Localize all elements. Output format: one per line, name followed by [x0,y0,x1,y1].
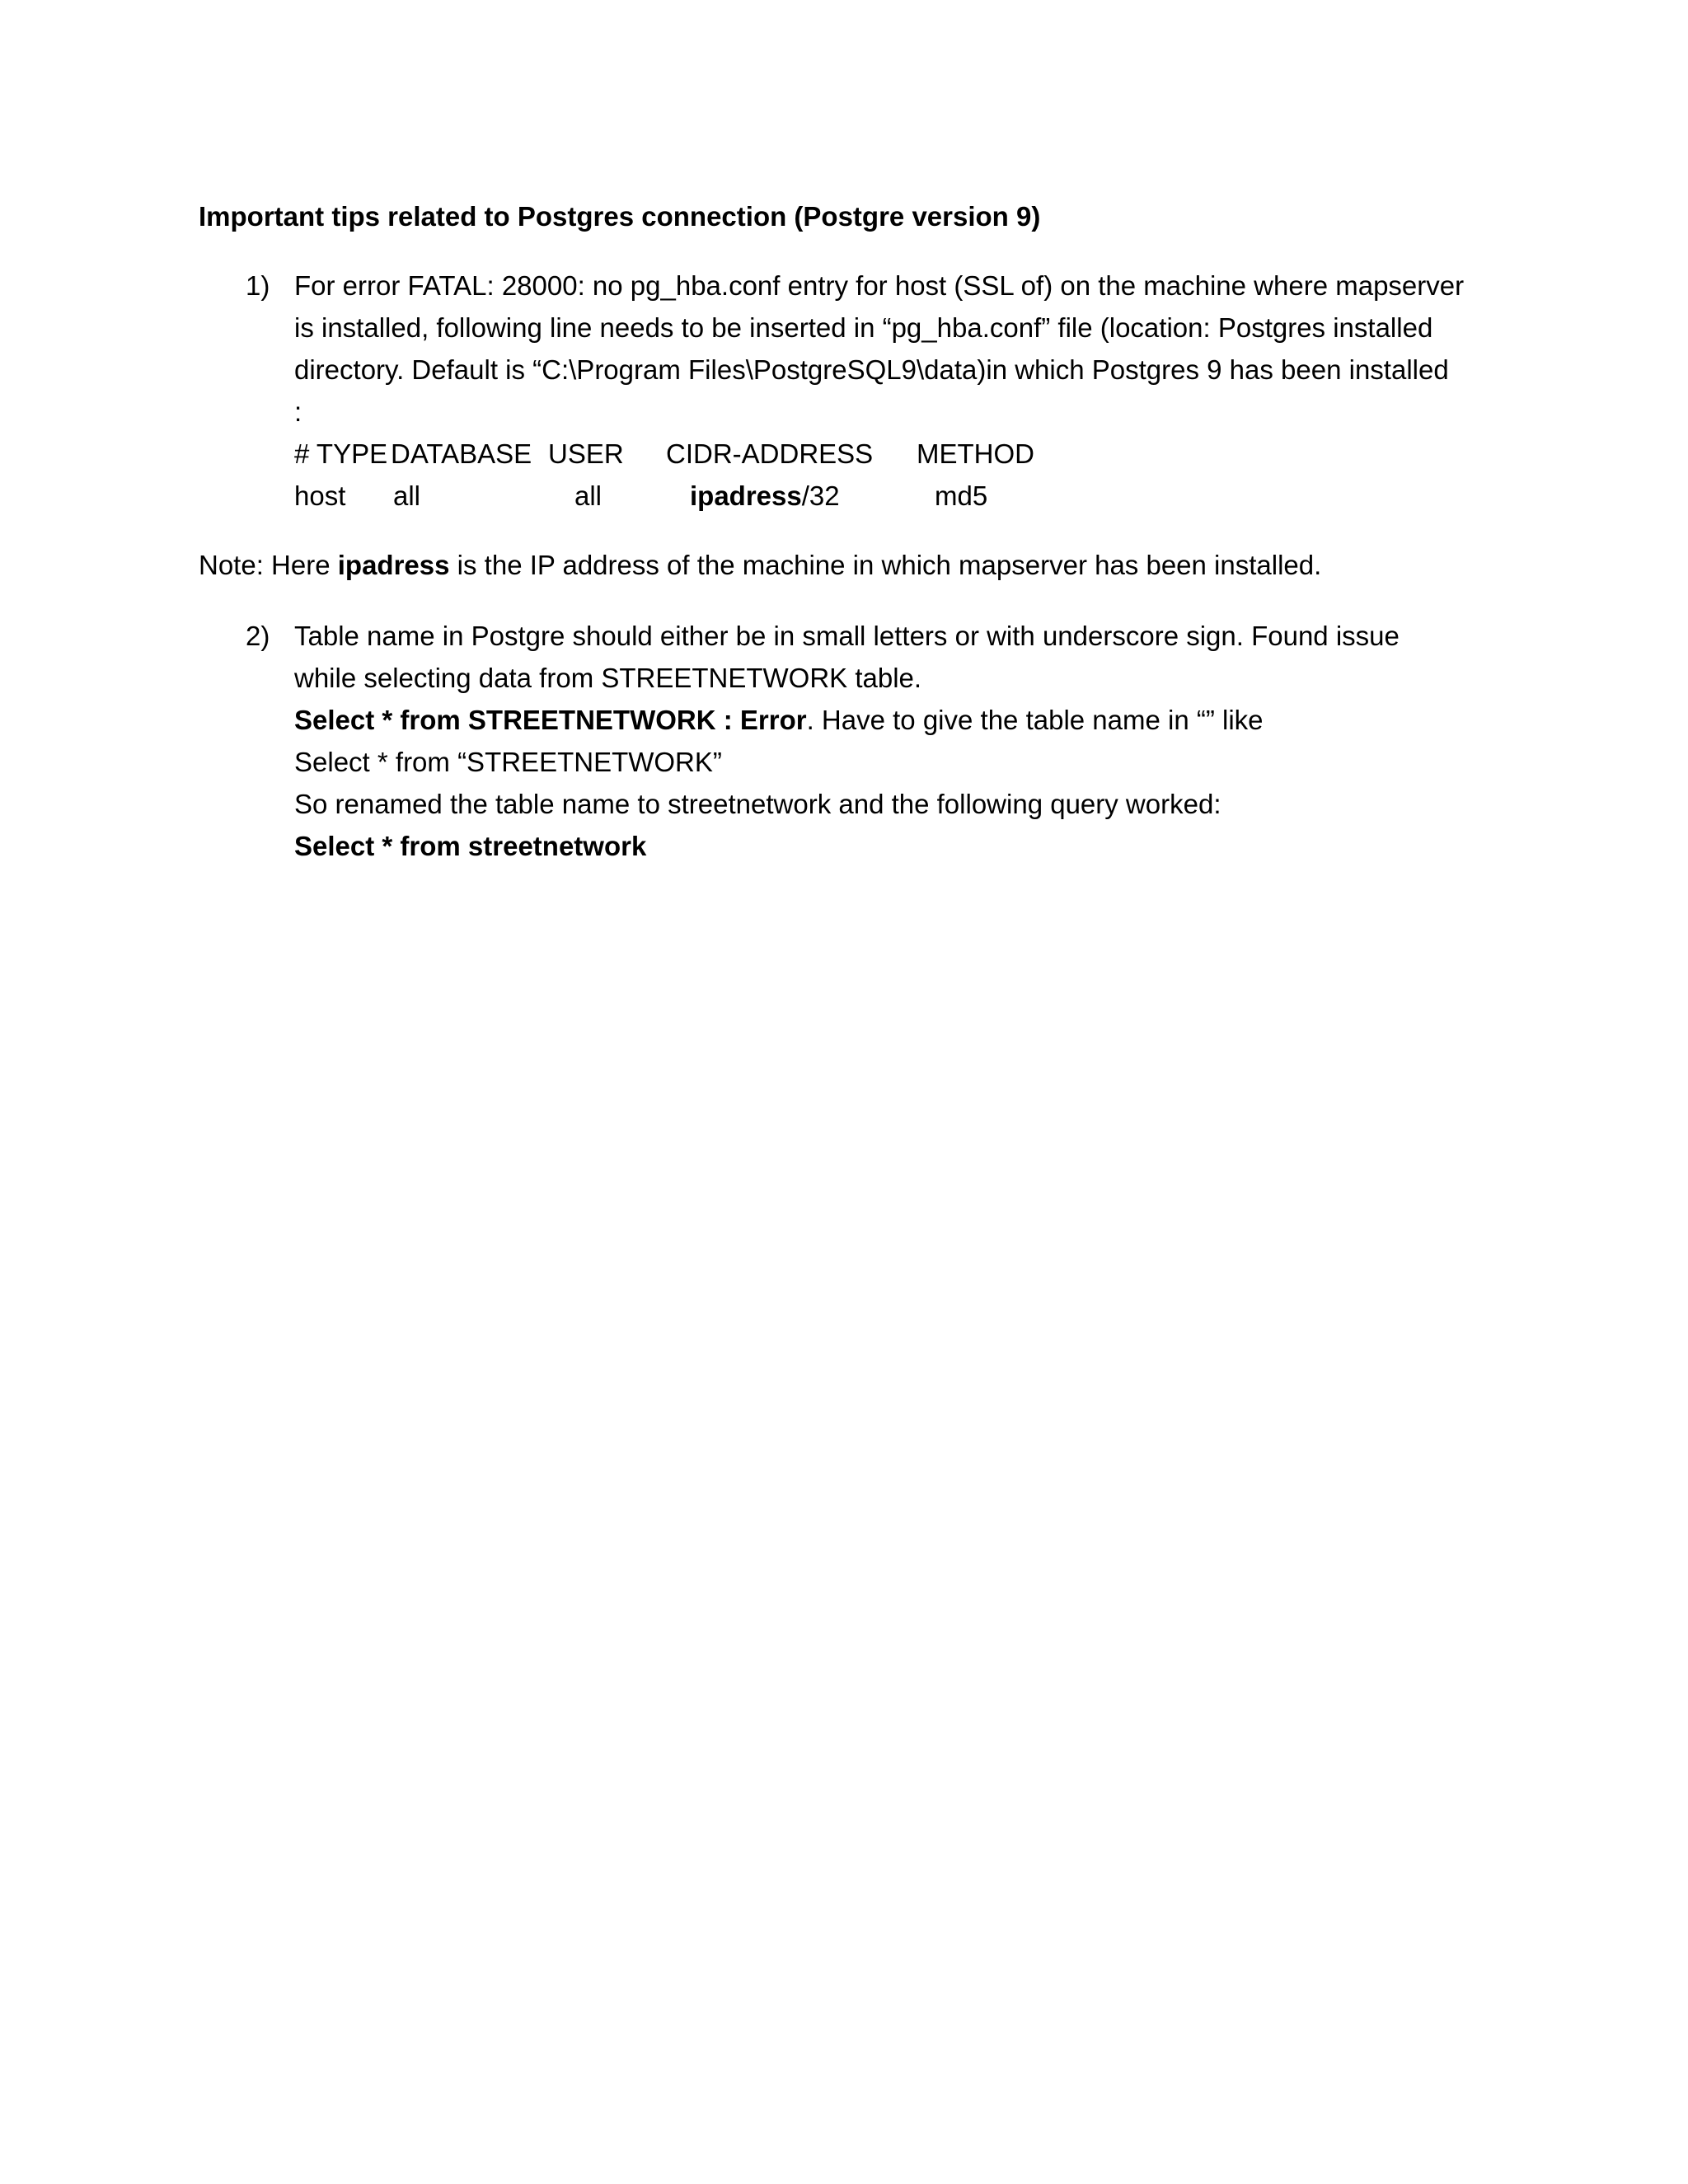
tip2-error-query: Select * from STREETNETWORK : Error [294,705,807,735]
tip2-line-3 [294,704,1264,737]
config-row-cidr [690,480,840,513]
config-row-database: all [393,480,421,511]
tip2-line-4: Select * from “STREETNETWORK” [294,747,722,777]
config-row-type: host [294,480,346,511]
note-prefix: Note: Here [199,550,338,580]
tip2-line-1: Table name in Postgre should either be in small letters or with underscore sign. Found issue [294,621,1400,651]
tip1-number: 1) [246,270,270,301]
note-suffix: is the IP address of the machine in which mapserver has been installed. [449,550,1322,580]
config-header-database: DATABASE [391,438,532,469]
tip2-number: 2) [246,621,270,651]
tip1-line-3: directory. Default is “C:\Program Files\PostgreSQL9\data)in which Postgres 9 has been installed [294,354,1449,385]
config-header-cidr: CIDR-ADDRESS [666,438,874,469]
config-row-method: md5 [935,480,988,511]
config-header-type: # TYPE [294,438,388,469]
document-title: Important tips related to Postgres connection (Postgre version 9) [199,201,1041,232]
config-header-method: METHOD [917,438,1034,469]
note-paragraph [199,549,1321,582]
tip2-line-2: while selecting data from STREETNETWORK table. [294,663,922,693]
config-header-user: USER [548,438,624,469]
tip2-working-query: Select * from streetnetwork [294,831,647,861]
config-row-cidr-mask: /32 [801,480,840,511]
tip1-line-2: is installed, following line needs to be inserted in “pg_hba.conf” file (location: Postgres installed [294,312,1433,343]
config-row-user: all [574,480,603,511]
tip1-line-4: : [294,396,302,427]
config-row-cidr-ip: ipadress [690,480,802,511]
note-bold: ipadress [337,550,450,580]
tip1-line-1: For error FATAL: 28000: no pg_hba.conf entry for host (SSL of) on the machine where mapserver [294,270,1465,301]
tip2-line-3-rest: . Have to give the table name in “” like [806,705,1264,735]
tip2-line-5: So renamed the table name to streetnetwork and the following query worked: [294,789,1221,819]
